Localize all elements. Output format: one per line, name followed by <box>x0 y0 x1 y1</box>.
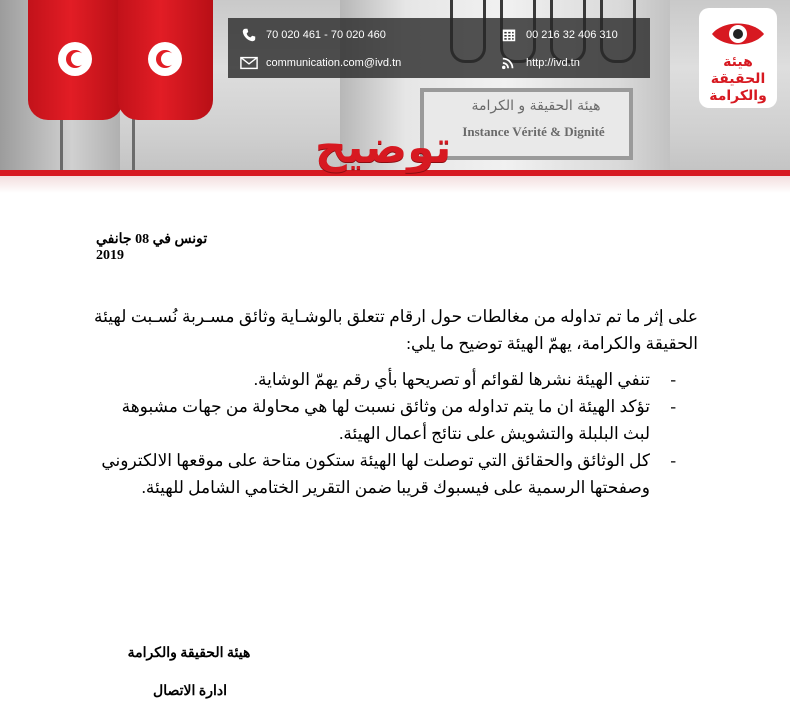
point-text: تؤكد الهيئة ان ما يتم تداوله من وثائق نسبت لها هي محاولة من جهات مشبوهة لبث البلبلة والتشويش على نتائج أعمال الهيئة. <box>121 397 650 443</box>
bullet-marker: - <box>670 451 676 470</box>
statement-points <box>94 366 676 501</box>
point-text: تنفي الهيئة نشرها لقوائم أو تصريحها بأي رقم يهمّ الوشاية. <box>253 370 650 389</box>
fax-number: 00 216 32 406 310 <box>526 29 618 41</box>
list-item <box>94 393 676 447</box>
web-contact[interactable] <box>500 56 580 70</box>
fax-icon <box>500 28 518 42</box>
list-item <box>94 447 676 501</box>
phone-icon <box>240 28 258 42</box>
bullet-marker: - <box>670 370 676 389</box>
email-contact[interactable] <box>240 56 401 70</box>
header-fade <box>0 176 790 193</box>
web-icon <box>500 56 518 70</box>
signature-department: ادارة الاتصال <box>153 684 227 699</box>
logo <box>699 8 777 108</box>
bullet-marker: - <box>670 397 676 416</box>
statement-date: تونس في 08 جانفي 2019 <box>96 232 208 263</box>
phone-contact <box>240 28 386 42</box>
signature-organization: هيئة الحقيقة والكرامة <box>127 646 251 661</box>
phone-numbers: 70 020 461 - 70 020 460 <box>266 29 386 41</box>
email-address[interactable]: communication.com@ivd.tn <box>266 57 402 69</box>
plaque-arabic-text: هيئة الحقيقة و الكرامة <box>471 98 601 114</box>
list-item <box>94 366 676 393</box>
plaque-french-text: Instance Vérité & Dignité <box>462 124 605 139</box>
statement-body <box>0 193 790 727</box>
logo-text: هيئة الحقيقة والكرامة <box>709 54 767 104</box>
fax-contact <box>500 28 618 42</box>
header-banner <box>0 0 790 193</box>
email-icon <box>240 56 258 70</box>
page-title: توضيح <box>315 122 452 173</box>
building-plaque <box>420 88 633 160</box>
tunisia-flag-icon <box>28 0 123 120</box>
contact-bar <box>228 18 650 78</box>
point-text: كل الوثائق والحقائق التي توصلت لها الهيئة ستكون متاحة على موقعها الالكتروني وصفحتها الرسمية على فيسبوك قريبا ضمن التقرير الختامي الشامل للهيئة. <box>101 451 650 497</box>
eye-logo-icon <box>709 16 767 52</box>
intro-paragraph: على إثر ما تم تداوله من مغالطات حول ارقام تتعلق بالوشـاية وثائق مسـربة نُسـبت لهيئة الحقيقة والكرامة، يهمّ الهيئة توضيح ما يلي: <box>94 307 698 353</box>
website-link[interactable]: http://ivd.tn <box>526 57 580 69</box>
tunisia-flag-icon <box>118 0 213 120</box>
